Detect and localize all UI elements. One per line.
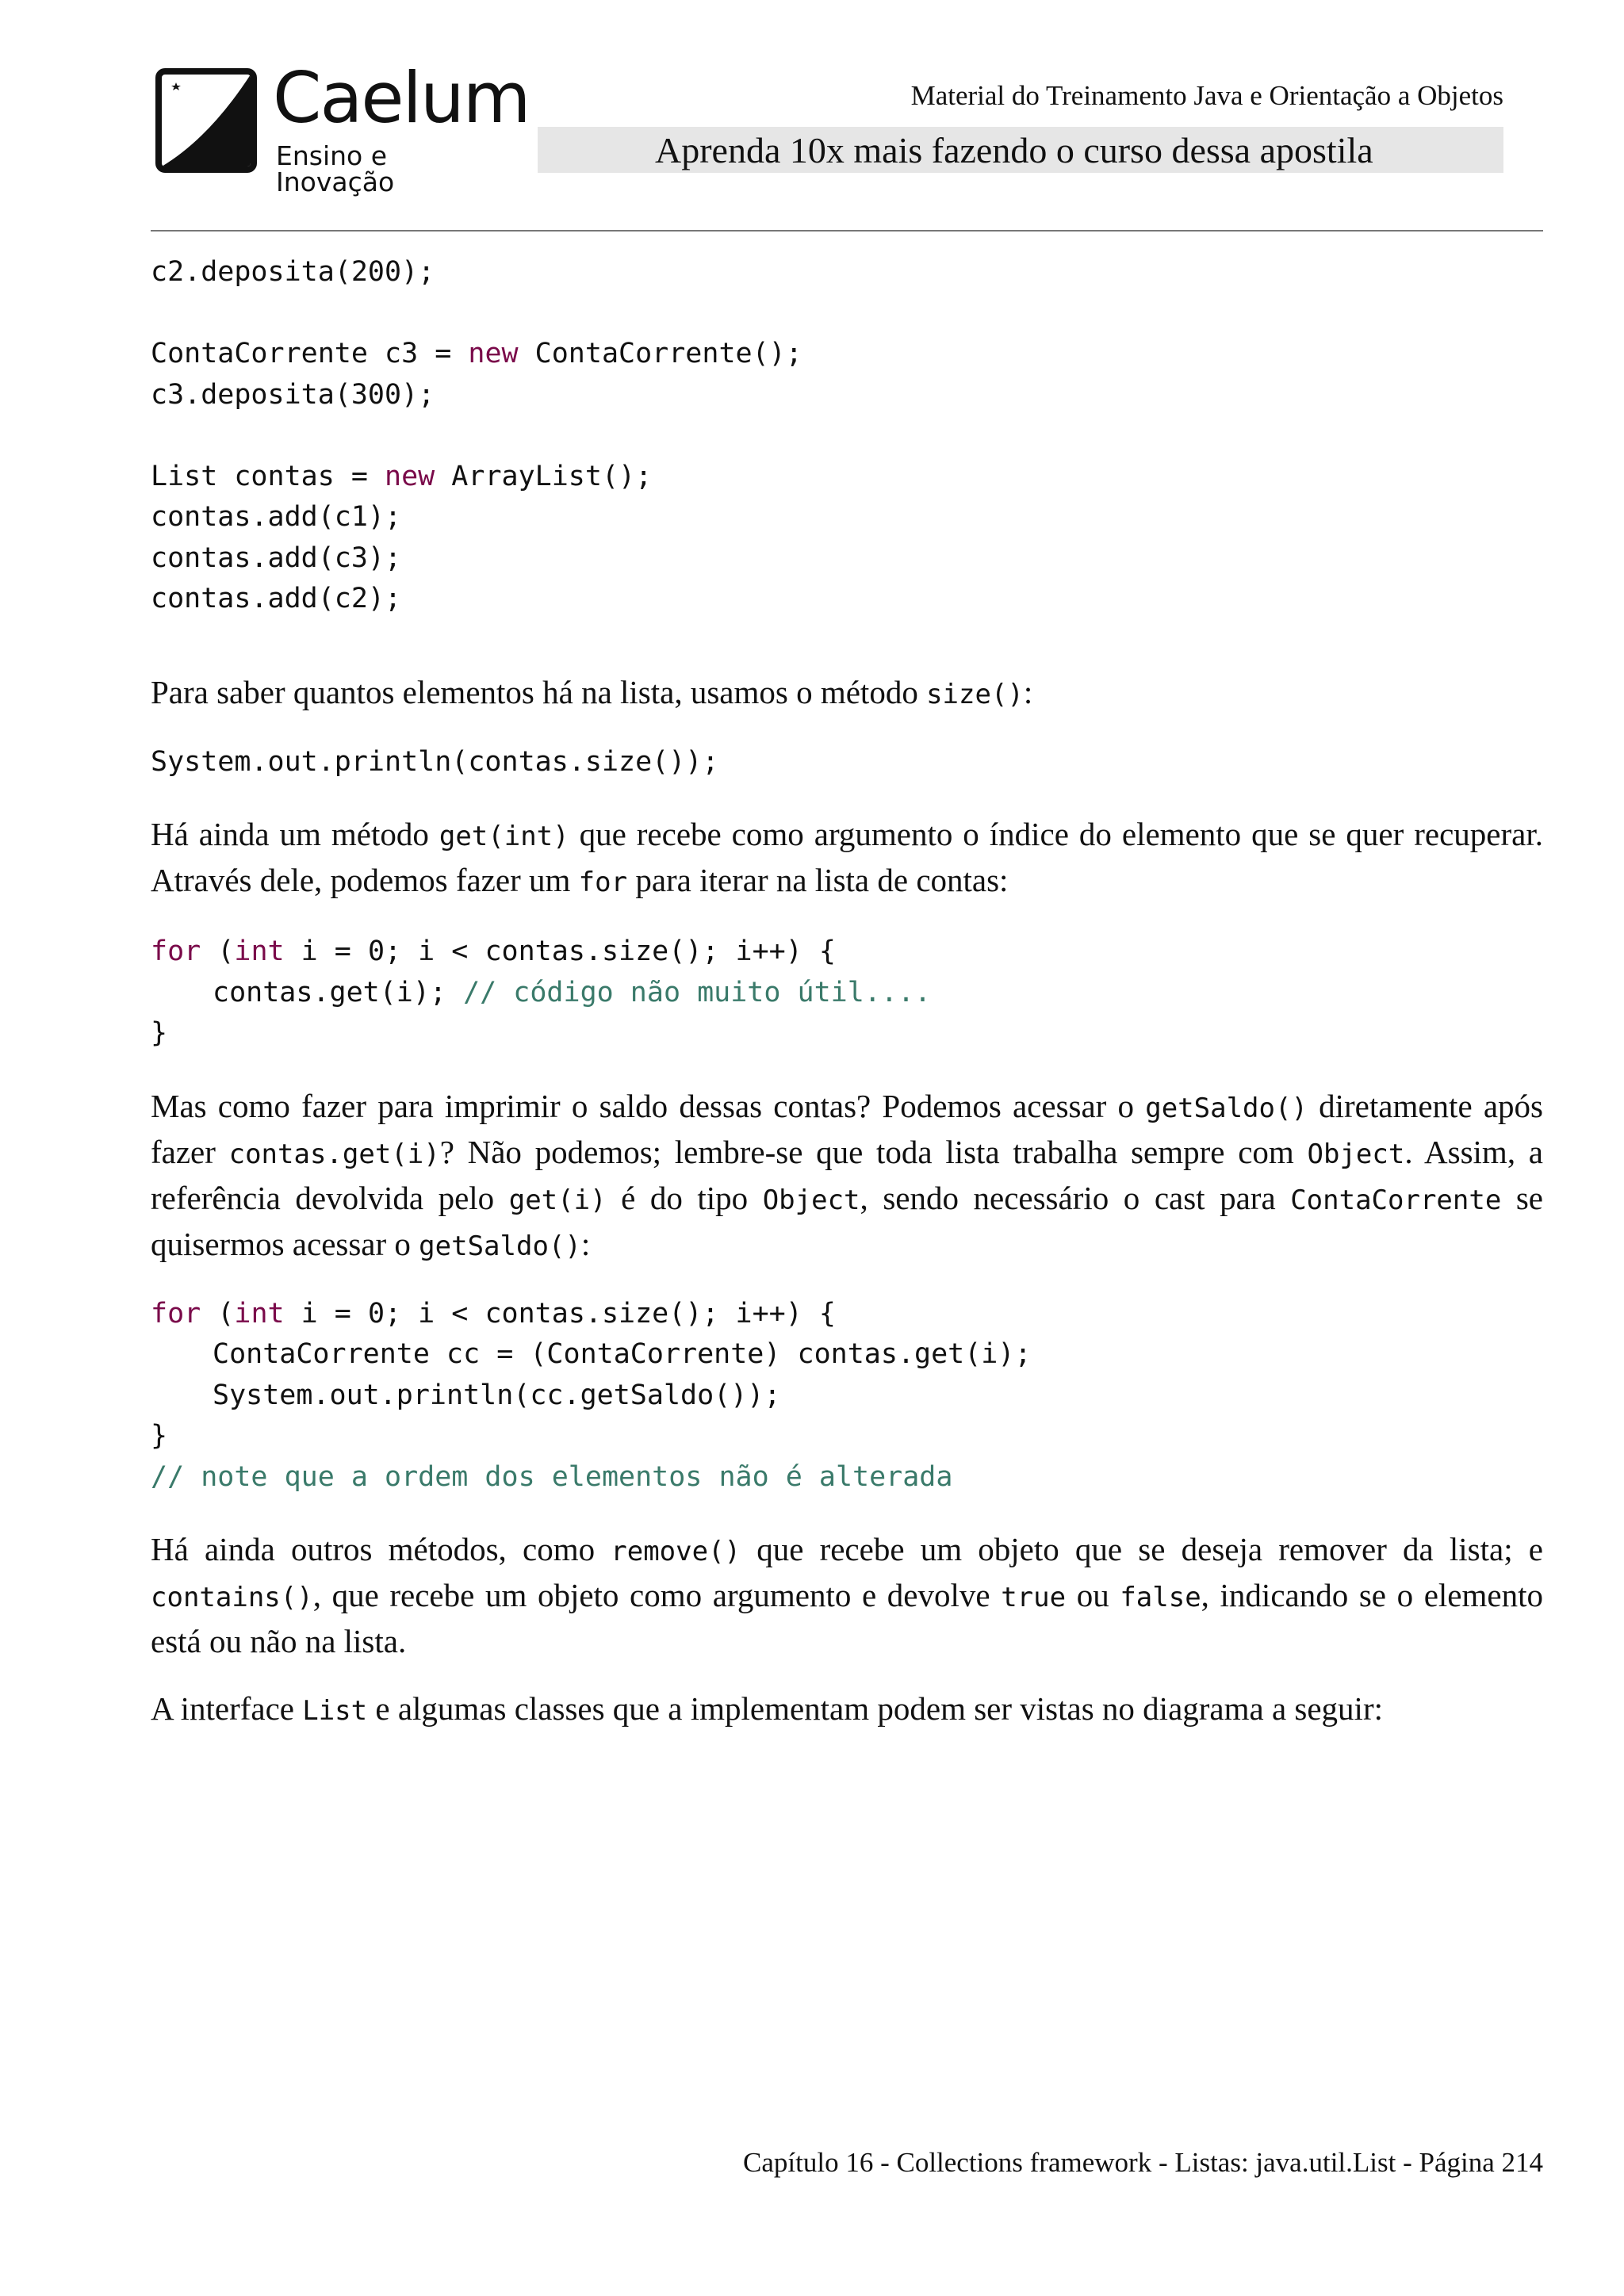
code-text: ArrayList();: [435, 460, 653, 492]
code-block-deposits: [151, 252, 1543, 620]
inline-code: get(int): [439, 821, 569, 852]
promo-banner: [538, 127, 1503, 173]
code-line: [151, 334, 1543, 375]
code-line: [151, 932, 1543, 973]
text-run: ou: [1066, 1577, 1120, 1613]
code-keyword: for: [151, 1297, 201, 1330]
paragraph-cast: [151, 1085, 1543, 1269]
code-line: c2.deposita(200);: [151, 256, 435, 288]
inline-code: contas.get(i): [228, 1138, 440, 1170]
code-keyword: new: [468, 338, 519, 369]
code-keyword: for: [151, 936, 201, 967]
code-block-print-size: [151, 742, 1543, 783]
inline-code: Object: [762, 1184, 860, 1216]
text-run: Há ainda outros métodos, como: [151, 1531, 611, 1567]
page-footer: Capítulo 16 - Collections framework - Listas: java.util.List - Página 214: [743, 2147, 1543, 2178]
inline-code: getSaldo(): [419, 1230, 581, 1262]
text-run: é do tipo: [606, 1179, 763, 1216]
code-line: ContaCorrente cc = (ContaCorrente) contas.get(i);: [213, 1338, 1032, 1370]
paragraph-size: [151, 671, 1543, 717]
code-block-for-cast: [151, 1294, 1543, 1498]
code-line: c3.deposita(300);: [151, 378, 435, 411]
code-text: (: [201, 936, 235, 967]
inline-code: contains(): [151, 1582, 313, 1613]
code-keyword: int: [234, 1297, 285, 1330]
text-run: Para saber quantos elementos há na lista, usamos o método: [151, 673, 927, 710]
inline-code: size(): [926, 678, 1024, 710]
page-content: [151, 252, 1543, 1733]
code-text: ContaCorrente c3 =: [151, 338, 469, 369]
text-run: para iterar na lista de contas:: [627, 862, 1009, 898]
inline-code: true: [1001, 1582, 1067, 1613]
code-line: contas.add(c1);: [151, 501, 402, 533]
code-line: contas.add(c3);: [151, 541, 402, 574]
inline-code: getSaldo(): [1145, 1092, 1308, 1124]
paragraph-remove-contains: [151, 1528, 1543, 1663]
code-keyword: int: [234, 936, 285, 967]
logo-mark-icon: [155, 68, 257, 173]
logo-tagline: Ensino e Inovação: [276, 140, 395, 197]
header-divider: [151, 230, 1543, 232]
code-text: ContaCorrente();: [518, 338, 802, 369]
inline-code: ContaCorrente: [1290, 1184, 1502, 1216]
code-line: [151, 973, 1543, 1014]
text-run: . Assim, a referência devolvida pelo: [151, 1133, 1543, 1216]
caelum-logo: [155, 57, 530, 197]
promo-banner-text: Aprenda 10x mais fazendo o curso dessa apostila: [655, 130, 1373, 170]
text-run: ? Não podemos; lembre-se que toda lista trabalha sempre com: [439, 1133, 1308, 1170]
code-line-blank: [151, 293, 1543, 335]
paragraph-get: [151, 813, 1543, 905]
code-keyword: new: [385, 460, 435, 492]
text-run: e algumas classes que a implementam podem ser vistas no diagrama a seguir:: [367, 1690, 1383, 1727]
text-run: , sendo necessário o cast para: [860, 1179, 1291, 1216]
text-run: :: [1023, 673, 1033, 710]
code-line: }: [151, 1420, 168, 1452]
text-run: Mas como fazer para imprimir o saldo dessas contas? Podemos acessar o: [151, 1087, 1146, 1124]
code-line: System.out.println(contas.size());: [151, 745, 719, 778]
inline-code: get(i): [508, 1184, 607, 1216]
inline-code: List: [302, 1695, 368, 1727]
text-run: diretamente após fazer: [151, 1087, 1543, 1170]
paragraph-interface-list: [151, 1687, 1543, 1733]
inline-code: remove(): [611, 1536, 741, 1567]
code-text: i = 0; i < contas.size(); i++) {: [284, 936, 836, 967]
text-run: , indicando se o elemento está ou não na lista.: [151, 1577, 1543, 1659]
code-text: (: [201, 1297, 235, 1330]
logo-wordmark: Caelum: [273, 57, 530, 139]
text-run: que recebe como argumento o índice do elemento que se quer recuperar. Através dele, podemos fazer um: [151, 816, 1543, 898]
inline-code: Object: [1307, 1138, 1405, 1170]
code-line: [151, 457, 1543, 498]
code-line-blank: [151, 415, 1543, 457]
material-title: Material do Treinamento Java e Orientação a Objetos: [910, 80, 1503, 111]
code-line: contas.add(c2);: [151, 583, 402, 614]
code-text: i = 0; i < contas.size(); i++) {: [284, 1297, 836, 1330]
text-run: Há ainda um método: [151, 816, 439, 852]
code-comment: // note que a ordem dos elementos não é alterada: [151, 1460, 953, 1493]
text-run: :: [580, 1225, 591, 1262]
code-comment: // código não muito útil....: [463, 976, 932, 1008]
code-line: System.out.println(cc.getSaldo());: [213, 1379, 781, 1411]
text-run: , que recebe um objeto como argumento e devolve: [312, 1577, 1002, 1613]
code-line: [151, 1294, 1543, 1335]
code-line: }: [151, 1017, 168, 1049]
code-text: contas.get(i);: [213, 976, 464, 1008]
text-run: A interface: [151, 1690, 303, 1727]
text-run: que recebe um objeto que se deseja remover da lista; e: [741, 1531, 1543, 1567]
inline-code: for: [578, 867, 628, 898]
inline-code: false: [1120, 1582, 1201, 1613]
text-run: se quisermos acessar o: [151, 1179, 1544, 1262]
code-text: List contas =: [151, 460, 385, 492]
code-block-for-get: [151, 932, 1543, 1054]
